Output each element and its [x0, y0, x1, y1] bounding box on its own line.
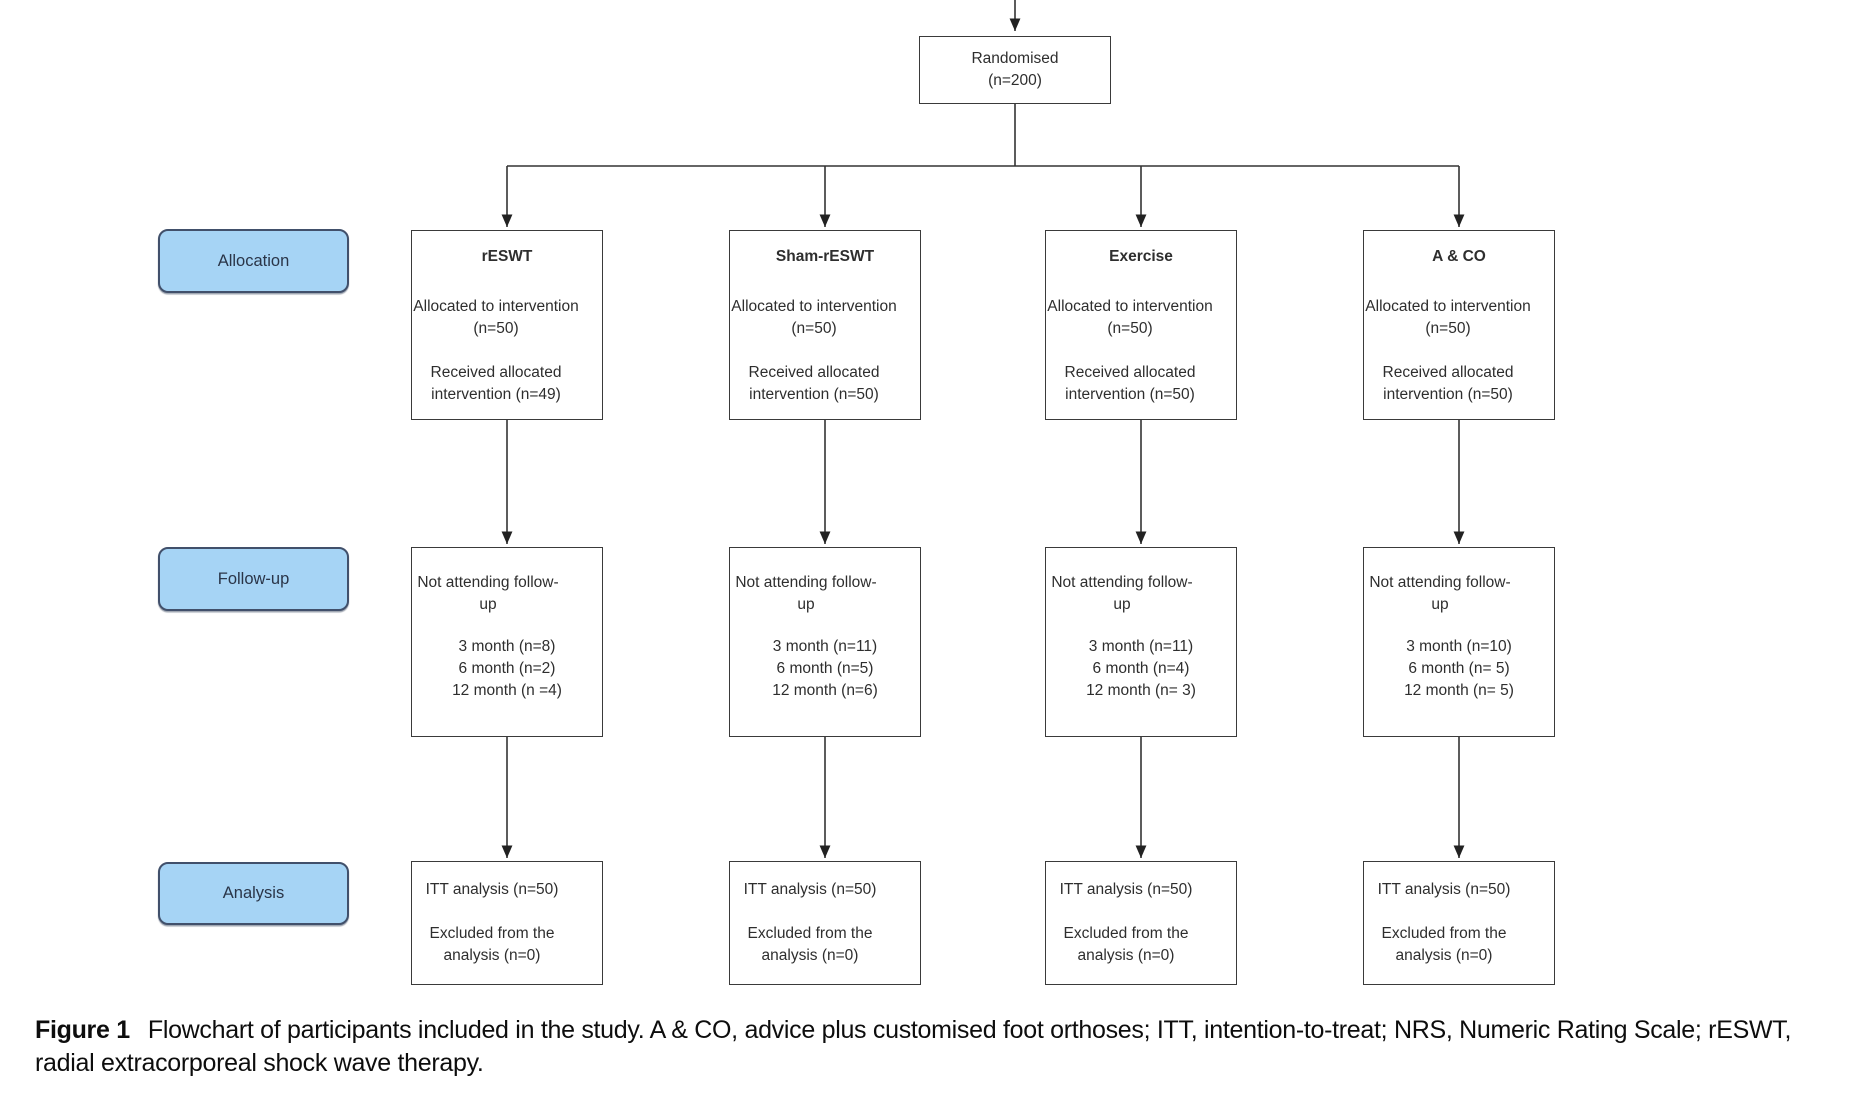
itt-line: ITT analysis (n=50) [1377, 881, 1511, 898]
followup-12-month: 12 month (n= 3) [1086, 682, 1196, 699]
arm-title: rESWT [481, 248, 533, 265]
stage-label-followup [158, 547, 349, 611]
followup-6-month: 6 month (n=2) [458, 660, 556, 677]
arm-title: Sham-rESWT [775, 248, 875, 265]
arm-title: Exercise [1109, 248, 1173, 265]
followup-box-exercise [1045, 547, 1237, 737]
allocation-box-a-and-co [1363, 230, 1555, 420]
stage-label-text: Analysis [222, 884, 285, 902]
followup-6-month: 6 month (n= 5) [1408, 660, 1510, 677]
followup-3-month: 3 month (n=8) [458, 638, 556, 655]
followup-6-month: 6 month (n=4) [1092, 660, 1190, 677]
excluded-line: Excluded from the analysis (n=0) [429, 925, 555, 964]
excluded-line: Excluded from the analysis (n=0) [1063, 925, 1189, 964]
arm-title: A & CO [1432, 248, 1486, 265]
followup-box-a-and-co [1363, 547, 1555, 737]
itt-line: ITT analysis (n=50) [743, 881, 877, 898]
followup-heading: Not attending follow-up [1369, 574, 1511, 613]
excluded-line: Excluded from the analysis (n=0) [1381, 925, 1507, 964]
followup-list [1364, 636, 1554, 702]
analysis-box-a-and-co [1363, 861, 1555, 985]
followup-12-month: 12 month (n =4) [452, 682, 562, 699]
itt-line: ITT analysis (n=50) [1059, 881, 1193, 898]
followup-heading: Not attending follow-up [1051, 574, 1193, 613]
analysis-box-reswt [411, 861, 603, 985]
allocated-line: Allocated to intervention (n=50) [1047, 298, 1213, 337]
received-line: Received allocated intervention (n=50) [1064, 364, 1196, 403]
stage-label-text: Follow-up [217, 569, 290, 588]
received-line: Received allocated intervention (n=50) [748, 364, 880, 403]
followup-12-month: 12 month (n=6) [772, 682, 878, 699]
allocation-box-sham-reswt [729, 230, 921, 420]
followup-list [412, 636, 602, 702]
stage-label-analysis [158, 862, 349, 925]
followup-3-month: 3 month (n=11) [772, 638, 878, 655]
analysis-box-exercise [1045, 861, 1237, 985]
followup-box-reswt [411, 547, 603, 737]
randomised-count: (n=200) [988, 72, 1042, 89]
randomised-box [919, 36, 1111, 104]
followup-heading: Not attending follow-up [417, 574, 559, 613]
followup-list [1046, 636, 1236, 702]
stage-label-text: Allocation [217, 251, 290, 270]
received-line: Received allocated intervention (n=50) [1382, 364, 1514, 403]
followup-12-month: 12 month (n= 5) [1404, 682, 1514, 699]
figure-caption-text: Flowchart of participants included in the study. A & CO, advice plus customised foot orthoses; ITT, intention-to-treat; NRS, Numeric Rating Scale; rESWT, radial extracorporeal shock wave therapy. [35, 1016, 1792, 1077]
followup-list [730, 636, 920, 702]
figure-caption [35, 1014, 1819, 1080]
randomised-title: Randomised [971, 50, 1059, 67]
stage-label-allocation [158, 229, 349, 293]
allocation-box-exercise [1045, 230, 1237, 420]
itt-line: ITT analysis (n=50) [425, 881, 559, 898]
figure-caption-label: Figure 1 [35, 1016, 130, 1044]
followup-6-month: 6 month (n=5) [776, 660, 874, 677]
received-line: Received allocated intervention (n=49) [430, 364, 562, 403]
followup-3-month: 3 month (n=11) [1088, 638, 1194, 655]
allocated-line: Allocated to intervention (n=50) [413, 298, 579, 337]
followup-3-month: 3 month (n=10) [1406, 638, 1512, 655]
followup-box-sham-reswt [729, 547, 921, 737]
excluded-line: Excluded from the analysis (n=0) [747, 925, 873, 964]
allocated-line: Allocated to intervention (n=50) [731, 298, 897, 337]
followup-heading: Not attending follow-up [735, 574, 877, 613]
analysis-box-sham-reswt [729, 861, 921, 985]
allocated-line: Allocated to intervention (n=50) [1365, 298, 1531, 337]
allocation-box-reswt [411, 230, 603, 420]
